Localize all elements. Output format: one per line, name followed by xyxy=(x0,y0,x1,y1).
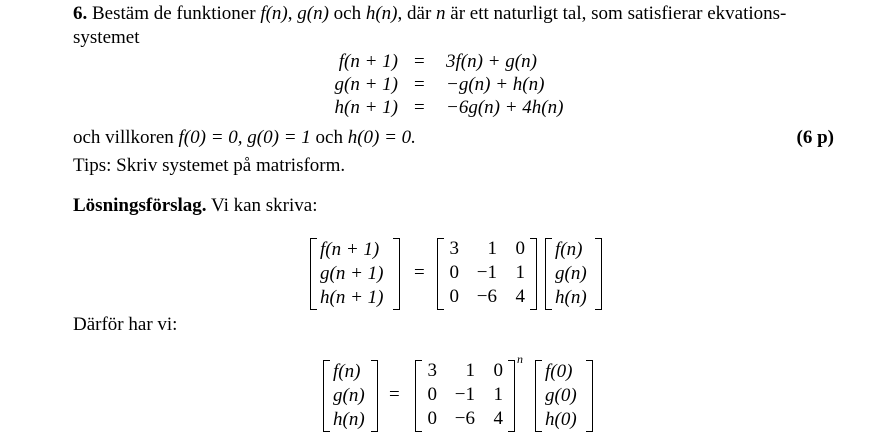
matrix-cell: 4 xyxy=(515,286,525,307)
problem-line-2: systemet xyxy=(73,27,140,48)
solution-heading-line xyxy=(73,195,318,217)
conditions-line xyxy=(73,127,416,149)
therefore-line: Därför har vi: xyxy=(73,314,178,335)
func-g: g(n) xyxy=(297,3,329,24)
matrix-equation-1 xyxy=(310,238,610,310)
system-rhs: 3f(n) + g(n) xyxy=(446,51,537,72)
matrix-cell: 0 xyxy=(427,408,437,429)
solution-heading: Lösningsförslag. xyxy=(73,195,207,216)
matrix-cell: 1 xyxy=(493,384,503,405)
system-row-3 xyxy=(300,97,620,119)
vector-entry: f(0) xyxy=(545,361,573,382)
matrix-cell: 0 xyxy=(449,286,459,307)
tips-line: Tips: Skriv systemet på matrisform. xyxy=(73,155,346,176)
conditions-text: och villkoren xyxy=(73,127,174,148)
matrix-cell: 0 xyxy=(449,262,459,283)
matrix-cell: −1 xyxy=(476,262,497,283)
system-rhs: −6g(n) + 4h(n) xyxy=(446,97,564,118)
vector-entry: f(n) xyxy=(333,361,361,382)
vector-lhs xyxy=(310,238,400,310)
matrix-cell: 1 xyxy=(465,360,475,381)
vector-entry: g(n) xyxy=(555,263,587,284)
vector-rhs xyxy=(545,238,602,310)
system-row-2 xyxy=(300,74,620,96)
matrix-cell: 0 xyxy=(515,238,525,259)
vector-entry: g(0) xyxy=(545,385,577,406)
vector-lhs xyxy=(323,360,378,432)
vector-entry: g(n) xyxy=(333,385,365,406)
system-eq: = xyxy=(414,74,425,95)
matrix-cell: −6 xyxy=(476,286,497,307)
intro-text-b: , där xyxy=(397,3,432,24)
matrix-cell: −6 xyxy=(454,408,475,429)
system-rhs: −g(n) + h(n) xyxy=(446,74,545,95)
sep-comma: , xyxy=(287,3,293,24)
vector-entry: g(n + 1) xyxy=(320,263,384,284)
och-word: och xyxy=(333,3,362,24)
problem-number: 6. xyxy=(73,3,88,24)
coefficient-matrix xyxy=(437,238,537,310)
coefficient-matrix xyxy=(415,360,515,432)
vector-entry: h(n) xyxy=(333,409,365,430)
vector-entry: f(n) xyxy=(555,239,583,260)
matrix-equation-2 xyxy=(323,352,593,432)
matrix-cell: 0 xyxy=(493,360,503,381)
system-row-1 xyxy=(300,51,620,73)
system-eq: = xyxy=(414,51,425,72)
system-lhs: f(n + 1) xyxy=(338,51,398,72)
func-f: f(n) xyxy=(260,3,288,24)
problem-line-1 xyxy=(73,3,786,25)
system-lhs: h(n + 1) xyxy=(334,97,398,118)
vector-entry: h(0) xyxy=(545,409,577,430)
equals-sign: = xyxy=(389,384,400,405)
vector-entry: h(n + 1) xyxy=(320,287,384,308)
var-n: n xyxy=(436,3,446,24)
system-eq: = xyxy=(414,97,425,118)
matrix-cell: −1 xyxy=(454,384,475,405)
matrix-cell: 3 xyxy=(427,360,437,381)
matrix-cell: 3 xyxy=(449,238,459,259)
vector-entry: f(n + 1) xyxy=(320,239,380,260)
equals-sign: = xyxy=(414,262,425,283)
intro-text-a: Bestäm de funktioner xyxy=(92,3,256,24)
equation-system xyxy=(300,51,620,121)
func-h: h(n) xyxy=(365,3,398,24)
system-lhs: g(n + 1) xyxy=(334,74,398,95)
matrix-cell: 1 xyxy=(515,262,525,283)
condition-h: h(0) = 0. xyxy=(347,127,416,148)
vector-initial xyxy=(535,360,593,432)
points-label: (6 p) xyxy=(796,127,834,148)
matrix-cell: 4 xyxy=(493,408,503,429)
conditions-och: och xyxy=(315,127,343,148)
matrix-cell: 0 xyxy=(427,384,437,405)
condition-fg: f(0) = 0, g(0) = 1 xyxy=(178,127,311,148)
vector-entry: h(n) xyxy=(555,287,587,308)
intro-text-c: är ett naturligt tal, som satisfierar ekvations- xyxy=(450,3,787,24)
solution-lead: Vi kan skriva: xyxy=(210,195,318,216)
matrix-cell: 1 xyxy=(487,238,497,259)
matrix-exponent: n xyxy=(517,352,523,366)
